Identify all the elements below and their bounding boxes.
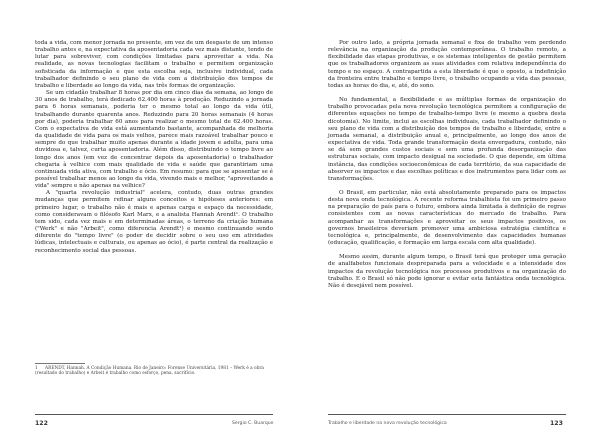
right-text-column	[328, 40, 566, 290]
page-number: 123	[550, 420, 563, 427]
paragraph: Por outro lado, a própria jornada semanal e fixa de trabalho vem perdendo relevância na organização da produção contemporânea. O trabalho remoto, a flexibilidade das etapas produtivas, e os sistemas inteligentes de gestão permitem que os trabalhadores organizem as suas atividades com relativa independência do tempo e no espaço. A contrapartida a esta liberdade é que o oposto, a indefinição da fronteira entre trabalho e tempo livre, o trabalho ocupando a vida das pessoas, todas as horas do dia, e, até, do sono.	[328, 40, 566, 89]
paragraph: Se um cidadão trabalhar 8 horas por dia em cinco dias da semana, ao longo de 30 anos de trabalho, terá dedicado 62.400 horas à produção. Reduzindo a jornada para 6 horas semanais, poderia ter o mesmo total ao longo da vida útil, trabalhando durante quarenta anos. Reduzindo para 20 horas semanais (4 horas por dia), poderia trabalhar 60 anos para realizar o mesmo total de 62.400 horas. Com o expectativa de vida está aumentando bastante, acompanhada de melhoria da qualidade de vida para os mais velhos, parece mais razoável trabalhar pouco e sempre do que trabalhar muito apenas durante a idade jovem e adulta, para uma duvidosa e, talvez, curta aposentadoria. Além disso, distribuindo o tempo livre ao longo dos anos (em vez de concentrar depois da aposentadoria) o trabalhador chegaria à velhice com mais qualidade de vida e saúde que garantiriam uma continuada vida ativa, com trabalho e ócio. Em resumo: para que se aposentar se é possível trabalhar menos ao longo da vida, vivendo mais e melhor, "aproveitando a vida" sempre e não apenas na velhice?	[35, 90, 273, 190]
footnote	[35, 366, 273, 377]
running-head: Sergio C. Buarque	[232, 421, 274, 426]
right-page	[300, 0, 600, 439]
left-text-column	[35, 40, 273, 255]
running-head: Trabalho e liberdade na nova revolução tecnológica	[328, 421, 447, 426]
paragraph: toda a vida, com menor jornada no presente, em vez de um desgaste de um intenso trabalho antes e, na expectativa da aposentadoria cada vez mais distante, tendo de lutar para sobreviver, com condições limitadas para aproveitar a vida. Na realidade, as novas tecnologias facilitam o trabalho e permitem organização sofisticada da informação e que esta escolha seja, inclusive individual, cada trabalhador definindo o seu plano de vida com a distribuição dos tempos de trabalho e liberdade ao longo da vida, nas três formas de organização.	[35, 40, 273, 89]
paragraph: O Brasil, em particular, não está absolutamente preparado para os impactos desta nova onda tecnológica. A recente reforma trabalhista foi um primeiro passo na preparação do país para o futuro, embora ainda limitada à definição de regras consistentes com as novas características do mercado de trabalho. Para acompanhar as transformações e aproveitar os seus impactos positivos, os governos brasileiros deveriam promover uma ambiciosa estratégia científica e tecnológica e, principalmente, de desenvolvimento das capacidades humanas (educação, qualificação, e formação em larga escala com alta qualidade).	[328, 189, 566, 247]
paragraph: A "quarta revolução industrial" acelera, contudo, duas outras grandes mudanças que permitem refinar alguns conceitos e hipóteses anteriores: em primeiro lugar, o trabalho não é mais e apenas carga e espaço da necessidade, como consideravam o filósofo Karl Marx, e a analista Hannah Arendt¹. O trabalho tem sido, cada vez mais e em determinadas áreas, o terreno da criação humana ("Werk" e não "Arbeit", como diferencia Arendt¹) e mesmo continuando sendo diferente do "tempo livre" (o poder de decidir sobre o seu uso em atividades lúdicas, intelectuais e culturais, ou apenas ao ócio), é parte central da realização e reconhecimento social das pessoas.	[35, 190, 273, 254]
paragraph: No fundamental, a flexibilidade e as múltiplas formas de organização do trabalho provocadas pela nova revolução tecnológica permitem a configuração de diferentes equações no tempo de trabalho-tempo livre (e mesmo a quebra desta dicotomia). No limite, inclui as escolhas individuais, cada trabalhador definindo o seu plano de vida com a distribuição dos tempos de trabalho e liberdade, entre a jornada semanal, a distribuição anual e, principalmente, ao longo dos anos de expectativa de vida. Toda grande transformação desta envergadura, contudo, não se dá sem grandes custos sociais e sem uma profunda desorganização das estruturas sociais, com impacto desigual na sociedade. O que depende, em última instância, das condições socioeconômicas de cada território, da sua capacidade de absorver os impactos e das escolhas políticas e dos instrumentos para lidar com as transformações.	[328, 97, 566, 182]
footnote-divider	[35, 363, 85, 364]
footnote-number: 1	[35, 366, 38, 371]
footnote-text: ARENDT, Hannah. A Condição Humana. Rio de Janeiro: Forense Universitária, 1981 – Werk é a obra (resultado do trabalho) e Arbeit é trabalho como esforço, pena, sacrifício.	[35, 366, 264, 377]
footer-rule	[328, 414, 566, 415]
page-number: 122	[35, 420, 48, 427]
footer-rule	[35, 414, 273, 415]
paragraph: Mesmo assim, durante algum tempo, o Brasil terá que proteger uma geração de analfabetos funcionais despreparada para a velocidade e a intensidade dos impactos da revolução tecnológica nos processos produtivos e na organização do trabalho. E o Brasil só não pode ignorar e evitar esta fantástica onda tecnológica. Não é desejável nem possível.	[328, 254, 566, 289]
